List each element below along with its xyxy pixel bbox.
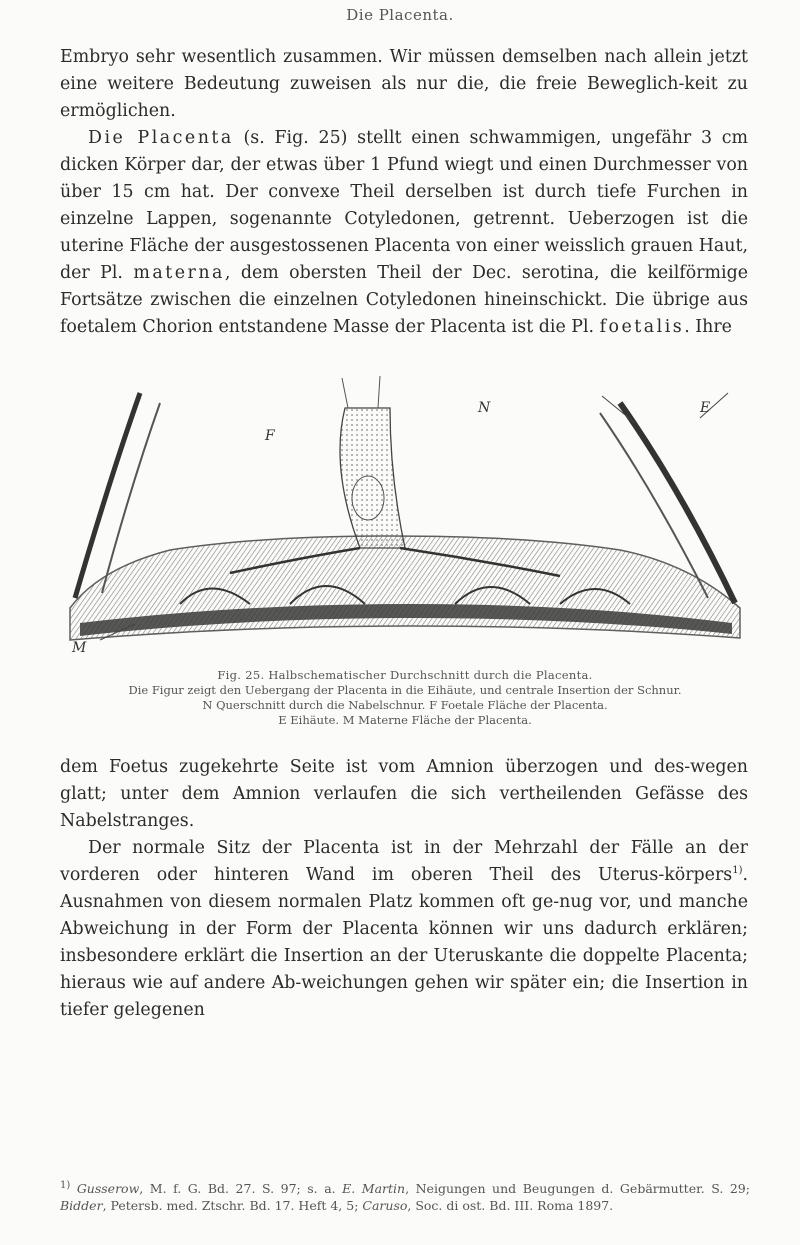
caption-title: Fig. 25. Halbschematischer Durchschnitt durch die Placenta.: [217, 668, 593, 682]
term-materna: materna: [133, 263, 225, 283]
paragraph-placenta-part2: , dem obersten Theil der Dec. serotina, die keilförmige Fortsätze zwischen die einzelnen Cotyledonen hineinschickt. Die übrige aus foetalem Chorion entstandene Masse der Placenta ist die Pl.: [60, 263, 748, 337]
paragraph-sitz-part2: . Ausnahmen von diesem normalen Platz kommen oft ge-nug vor, und manche Abweichung in der Form der Placenta können wir uns dadurch erklären; insbesondere erklärt die Insertion an der Uteruskante die doppelte Placenta; hieraus wie auf andere Ab-weichungen gehen wir später ein; die Insertion in tiefer gelegenen: [60, 865, 748, 1020]
footnote-author-1: Gusserow: [76, 1181, 140, 1196]
term-foetalis: foetalis: [599, 317, 685, 337]
caption-line-1: Die Figur zeigt den Uebergang der Placenta in die Eihäute, und centrale Insertion der Schnur.: [128, 683, 682, 697]
paragraph-continuation: Embryo sehr wesentlich zusammen. Wir müssen demselben nach allein jetzt eine weitere Bedeutung zuweisen als nur die, die freie Beweglich-keit zu ermöglichen.: [60, 47, 748, 121]
paragraph-placenta-part1: (s. Fig. 25) stellt einen schwammigen, ungefähr 3 cm dicken Körper dar, der etwas über 1 Pfund wiegt und einen Durchmesser von über 15 cm hat. Der convexe Theil derselben ist durch tiefe Furchen in einzelne Lappen, sogenannte Cotyledonen, getrennt. Ueberzogen ist die uterine Fläche der ausgestossenen Placenta von einer weisslich grauen Haut, der Pl.: [60, 128, 749, 283]
upper-text: [60, 44, 748, 341]
paragraph-sitz: [60, 835, 748, 1024]
caption-line-2: N Querschnitt durch die Nabelschnur. F Foetale Fläche der Placenta.: [202, 698, 608, 712]
paragraph-placenta: [60, 125, 748, 341]
label-N: N: [478, 400, 491, 416]
footnote-text-4: , Soc. di ost. Bd. III. Roma 1897.: [407, 1198, 614, 1213]
footnote-mark: 1): [60, 1179, 71, 1191]
footnote-author-2: E. Martin: [342, 1181, 406, 1196]
term-placenta: Die Placenta: [88, 128, 234, 148]
label-F: F: [265, 428, 275, 444]
footnote-reference: 1): [732, 865, 743, 877]
label-M: M: [72, 640, 87, 656]
footnote-text-2: , Neigungen und Beugungen d. Gebärmutter. S. 29;: [405, 1181, 750, 1196]
lower-text: [60, 754, 748, 1024]
placenta-figure: [60, 368, 750, 658]
paragraph-sitz-part1: Der normale Sitz der Placenta ist in der Mehrzahl der Fälle an der vorderen oder hinteren Wand im oberen Theil des Uterus-körpers: [60, 838, 748, 885]
paragraph-placenta-part3: . Ihre: [684, 317, 732, 337]
footnote-text-1: , M. f. G. Bd. 27. S. 97; s. a.: [139, 1181, 336, 1196]
footnote: [60, 1180, 750, 1214]
figure-caption: [60, 668, 750, 728]
footnote-author-4: Caruso: [362, 1198, 408, 1213]
label-E: E: [700, 400, 711, 416]
footnote-text-3: , Petersb. med. Ztschr. Bd. 17. Heft 4, 5;: [102, 1198, 359, 1213]
footnote-author-3: Bidder: [60, 1198, 103, 1213]
running-header: Die Placenta.: [346, 6, 454, 24]
caption-line-3: E Eihäute. M Materne Fläche der Placenta.: [278, 713, 532, 727]
placenta-cross-section-illustration: [60, 368, 750, 658]
paragraph-amnion: dem Foetus zugekehrte Seite ist vom Amnion überzogen und des-wegen glatt; unter dem Amnion verlaufen die sich vertheilenden Gefässe des Nabelstranges.: [60, 757, 748, 831]
umbilical-cord: [340, 408, 405, 548]
